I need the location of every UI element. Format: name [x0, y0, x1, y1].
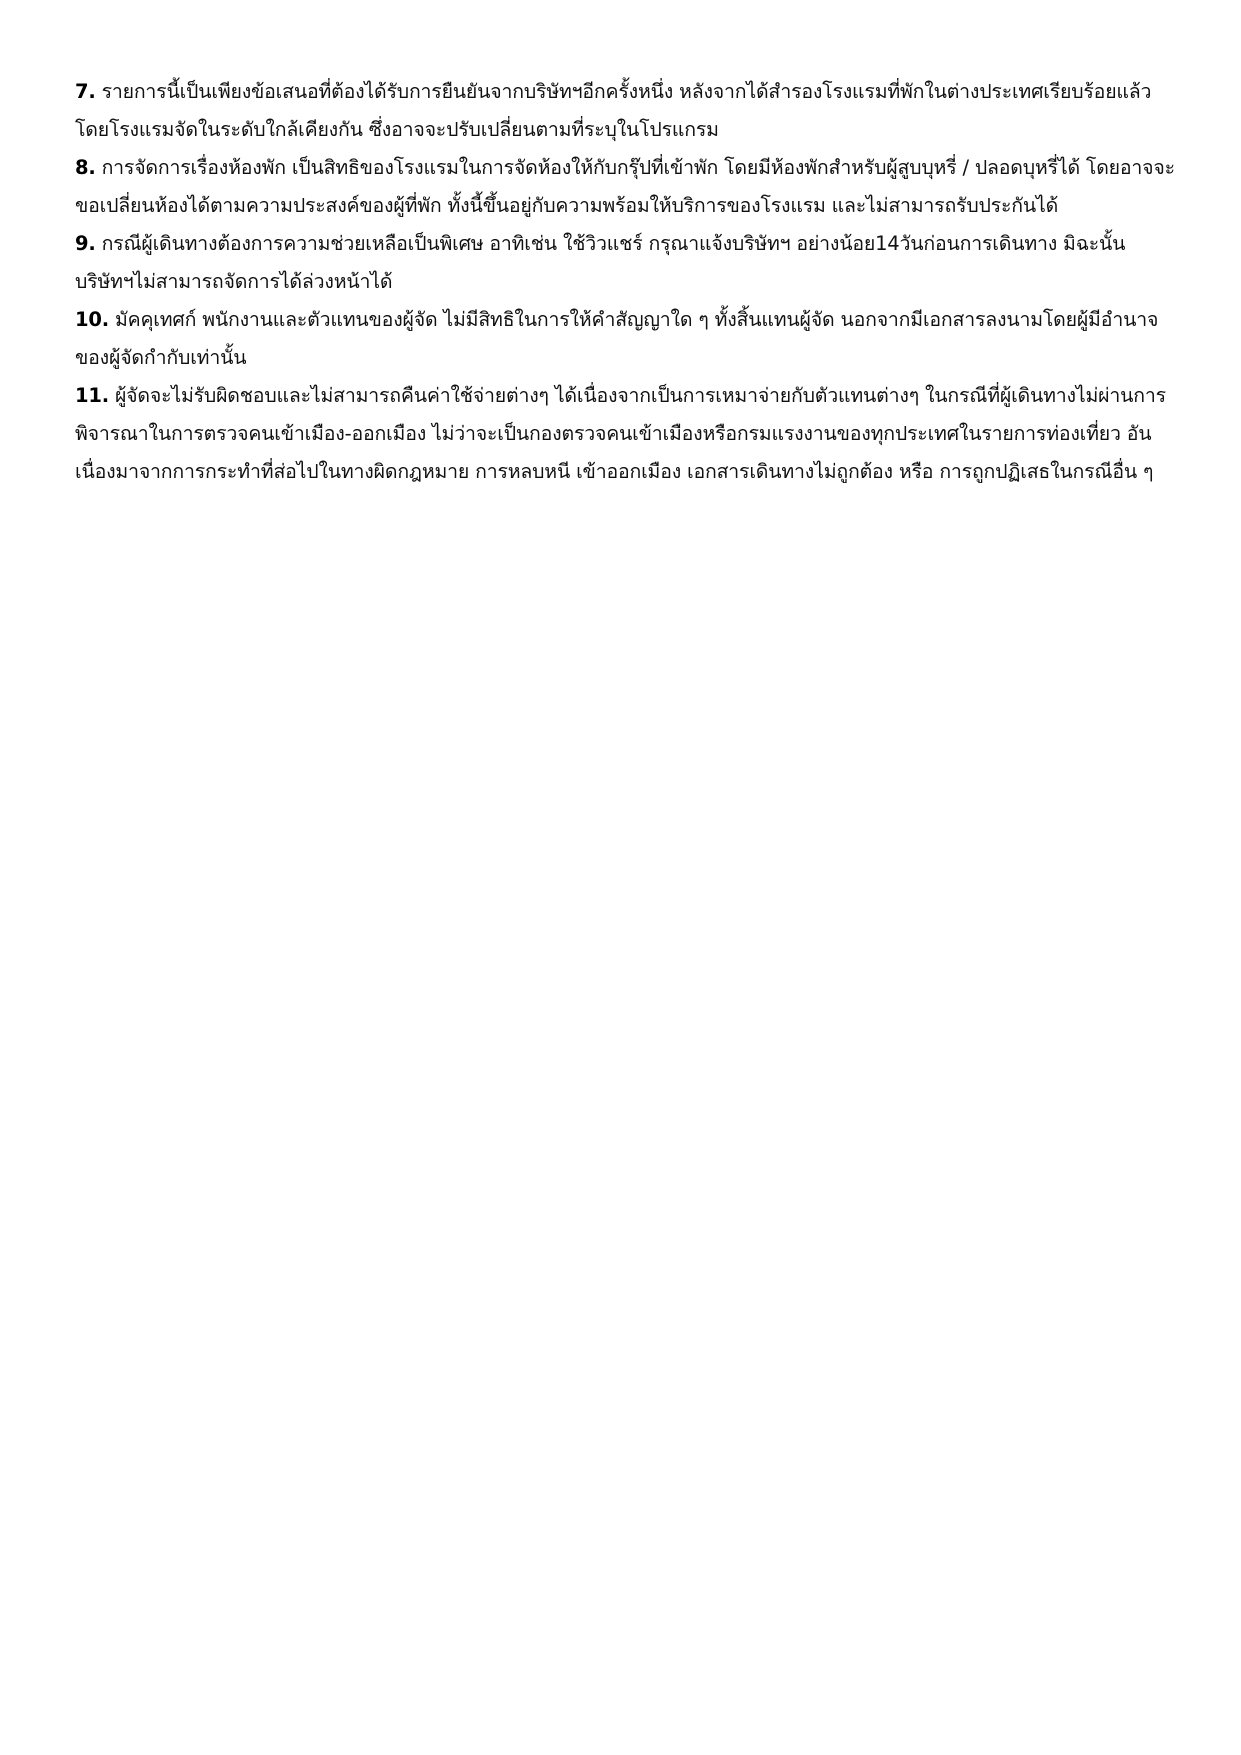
- term-number: 8.: [75, 156, 96, 179]
- term-number: 10.: [75, 308, 109, 331]
- terms-list: [75, 73, 1175, 491]
- term-text: ผู้จัดจะไม่รับผิดชอบและไม่สามารถคืนค่าใช้จ่ายต่างๆ ได้เนื่องจากเป็นการเหมาจ่ายกับตัวแทนต่างๆ ในกรณีที่ผู้เดินทางไม่ผ่านการพิจารณาในการตรวจคนเข้าเมือง-ออกเมือง ไม่ว่าจะเป็นกองตรวจคนเข้าเมืองหรือกรมแรงงานของทุกประเทศในรายการท่องเที่ยว อันเนื่องมาจากการกระทำที่ส่อไปในทางผิดกฎหมาย การหลบหนี เข้าออกเมือง เอกสารเดินทางไม่ถูกต้อง หรือ การถูกปฏิเสธในกรณีอื่น ๆ: [75, 384, 1166, 483]
- term-text: กรณีผู้เดินทางต้องการความช่วยเหลือเป็นพิเศษ อาทิเช่น ใช้วิวแชร์ กรุณาแจ้งบริษัทฯ อย่างน้อย14วันก่อนการเดินทาง มิฉะนั้น บริษัทฯไม่สามารถจัดการได้ล่วงหน้าได้: [75, 232, 1126, 293]
- term-item-11: [75, 377, 1175, 491]
- term-number: 7.: [75, 80, 96, 103]
- term-item-7: [75, 73, 1175, 149]
- term-text: การจัดการเรื่องห้องพัก เป็นสิทธิของโรงแรมในการจัดห้องให้กับกรุ๊ปที่เข้าพัก โดยมีห้องพักสำหรับผู้สูบบุหรี่ / ปลอดบุหรี่ได้ โดยอาจจะขอเปลี่ยนห้องได้ตามความประสงค์ของผู้ที่พัก ทั้งนี้ขึ้นอยู่กับความพร้อมให้บริการของโรงแรม และไม่สามารถรับประกันได้: [75, 156, 1175, 217]
- term-item-10: [75, 301, 1175, 377]
- term-item-9: [75, 225, 1175, 301]
- term-number: 9.: [75, 232, 96, 255]
- term-number: 11.: [75, 384, 109, 407]
- term-text: รายการนี้เป็นเพียงข้อเสนอที่ต้องได้รับการยืนยันจากบริษัทฯอีกครั้งหนึ่ง หลังจากได้สำรองโรงแรมที่พักในต่างประเทศเรียบร้อยแล้ว โดยโรงแรมจัดในระดับใกล้เคียงกัน ซึ่งอาจจะปรับเปลี่ยนตามที่ระบุในโปรแกรม: [75, 80, 1152, 141]
- term-text: มัคคุเทศก์ พนักงานและตัวแทนของผู้จัด ไม่มีสิทธิในการให้คำสัญญาใด ๆ ทั้งสิ้นแทนผู้จัด นอกจากมีเอกสารลงนามโดยผู้มีอำนาจของผู้จัดกำกับเท่านั้น: [75, 308, 1159, 369]
- term-item-8: [75, 149, 1175, 225]
